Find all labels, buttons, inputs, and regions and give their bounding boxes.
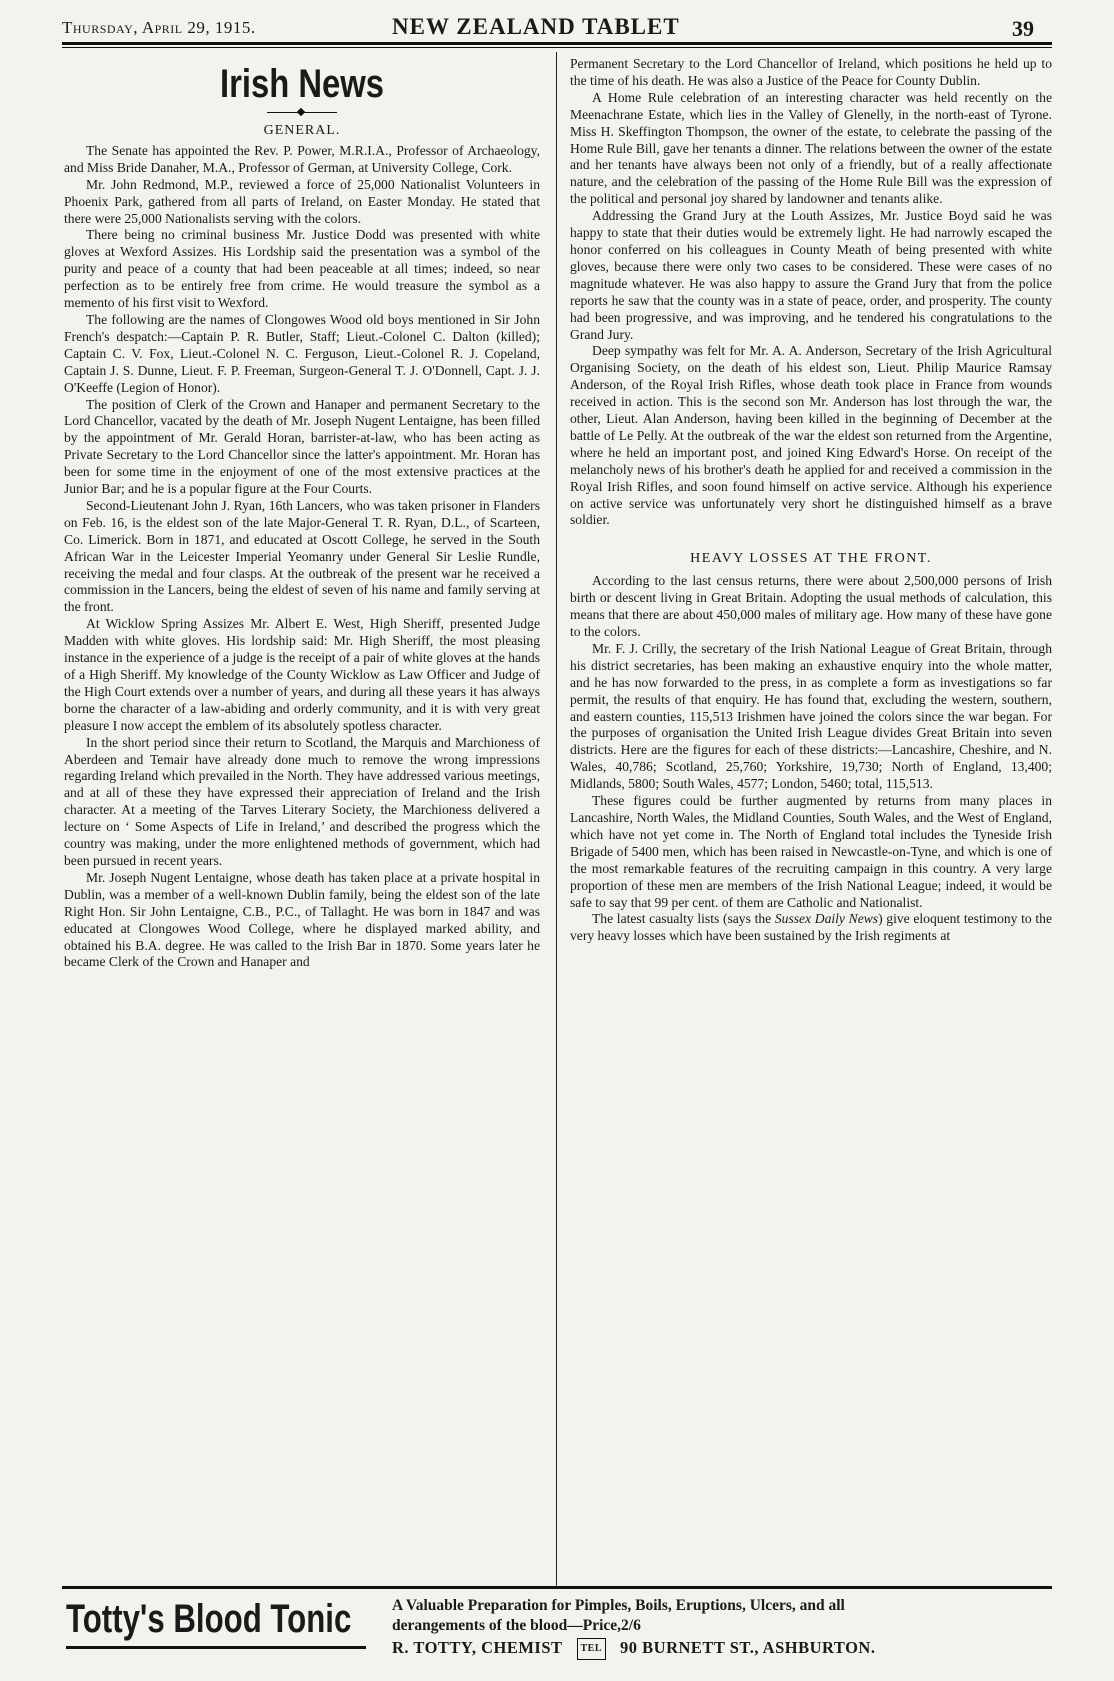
left-column <box>64 56 540 971</box>
issue-date: Thursday, April 29, 1915. <box>62 18 256 37</box>
article-paragraph: The position of Clerk of the Crown and Hanaper and permanent Secretary to the Lord Chancellor, vacated by the death of Mr. Joseph Nugent Lentaigne, has been filled by the appointment of Mr. Gerald Horan, barrister-at-law, who has been acting as Private Secretary to the Lord Chancellor since the latter's appointment. Mr. Horan has been for some time in the enjoyment of one of the most extensive practices at the Junior Bar; and he is a popular figure at the Four Courts. <box>64 396 540 497</box>
ad-chemist: R. TOTTY, CHEMIST <box>392 1638 563 1657</box>
article-paragraph: There being no criminal business Mr. Justice Dodd was presented with white gloves at Wexford Assizes. His Lordship said the presentation was a symbol of the purity and peace of a county that had been peaceable at all times; indeed, so near perfection as to be entirely free from crime. He would treasure the symbol as a memento of his first visit to Wexford. <box>64 227 540 311</box>
article-paragraph: At Wicklow Spring Assizes Mr. Albert E. West, High Sheriff, presented Judge Madden with white gloves. His lordship said: Mr. High Sheriff, the most pleasing instance in the experience of a judge is the receipt of a pair of white gloves at the hands of a High Sheriff. My knowledge of the County Wicklow as Law Officer and Judge of the High Court extends over a number of years, and during all these years it has always borne the character of a law-abiding and orderly community, and it is with very great pleasure I now accept the emblem of its absolutely spotless character. <box>64 616 540 733</box>
ad-line-2: derangements of the blood—Price,2/6 <box>392 1617 641 1634</box>
article-paragraph: Permanent Secretary to the Lord Chancellor of Ireland, which positions he held up to the time of his death. He was also a Justice of the Peace for County Dublin. <box>570 56 1052 88</box>
title-ornament <box>267 112 337 113</box>
subhead-general: GENERAL. <box>263 123 341 138</box>
article-paragraph: These figures could be further augmented by returns from many places in Lancashire, North Wales, the Midland Counties, South Wales, and the West of England, which have not yet come in. The North of England total includes the Tyneside Irish Brigade of 5400 men, which has been raised in Newcastle-on-Tyne, and which is one of the most remarkable features of the recruiting campaign in this country. A very large proportion of these men are members of the Irish National League; indeed, it would be safe to say that 99 per cent. of them are Catholic and Nationalist. <box>570 793 1052 910</box>
article-paragraph: Deep sympathy was felt for Mr. A. A. Anderson, Secretary of the Irish Agricultural Organising Society, on the death of his eldest son, Lieut. Philip Maurice Ramsay Anderson, of the Royal Irish Rifles, whose death took place in France from wounds received in action. This is the second son Mr. Anderson has lost through the war, the other, Lieut. Alan Anderson, having been killed in the beginning of December at the battle of Le Pelly. At the outbreak of the war the eldest son returned from the Argentine, where he held an important post, and joined King Edward's Horse. On receipt of the melancholy news of his brother's death he applied for and received a commission in the Royal Irish Rifles, and soon found himself on active service. Although his experience on active service was unfortunately very short he distinguished himself as a brave soldier. <box>570 343 1052 528</box>
telephone-icon: TEL <box>577 1638 607 1660</box>
ad-text <box>392 1596 1052 1660</box>
text-run: The latest casualty lists (says the <box>592 911 775 927</box>
article-paragraph: The following are the names of Clongowes Wood old boys mentioned in Sir John French's despatch:—Captain P. R. Butler, Staff; Lieut.-Colonel C. Dalton (killed); Captain C. V. Fox, Lieut.-Colonel N. C. Ferguson, Lieut.-Colonel R. J. Copeland, Captain J. S. Dunne, Lieut. F. P. Freeman, Surgeon-General T. J. O'Donnell, Capt. J. J. O'Keeffe (Legion of Honor). <box>64 311 540 395</box>
article-paragraph: Addressing the Grand Jury at the Louth Assizes, Mr. Justice Boyd said he was happy to state that their duties would be extremely light. He had narrowly escaped the honor conferred on his colleagues in County Meath of being presented with white gloves, because there were only two cases to be considered. These were cases of no magnitude whatever. He was also happy to assure the Grand Jury that from the police reports he saw that the county was in a state of peace, order, and prosperity. The county had been progressive, and was improving, and he tendered his congratulations to the Grand Jury. <box>570 208 1052 342</box>
article-paragraph: According to the last census returns, there were about 2,500,000 persons of Irish birth or descent living in Great Britain. Adopting the usual methods of calculation, this means that there are about 450,000 males of military age. How many of these have gone to the colors. <box>570 573 1052 639</box>
article-paragraph: The Senate has appointed the Rev. P. Power, M.R.I.A., Professor of Archaeology, and Miss Bride Danaher, M.A., Professor of German, at University College, Cork. <box>64 142 540 175</box>
page-number: 39 <box>1012 16 1034 41</box>
text-run: ) give eloquent testimony to the very heavy losses which have been sustained by the Irish regiments at <box>570 911 1052 944</box>
ad-title-underline <box>66 1646 366 1649</box>
article-paragraph-last <box>570 911 1052 945</box>
header-rule <box>62 42 1052 45</box>
footer-rule <box>62 1586 1052 1589</box>
column-divider <box>556 52 557 1587</box>
article-paragraph: Mr. F. J. Crilly, the secretary of the Irish National League of Great Britain, through his district secretaries, has been making an exhaustive enquiry into the whole matter, and he has now forwarded to the press, in as complete a form as investigations so far permit, the results of that enquiry. He has found that, excluding the western, southern, and eastern counties, 115,513 Irishmen have joined the colors since the war began. For the purposes of organisation the United Irish League divides Great Britain into seven districts. Here are the figures for each of these districts:—Lancashire, Cheshire, and N. Wales, 40,786; Scotland, 25,760; Yorkshire, 19,730; North of England, 13,400; Midlands, 5800; South Wales, 4577; London, 5460; total, 115,513. <box>570 640 1052 792</box>
ad-title: Totty's Blood Tonic <box>66 1597 352 1641</box>
ad-line-1: A Valuable Preparation for Pimples, Boils, Eruptions, Ulcers, and all <box>392 1597 845 1614</box>
advertisement <box>62 1594 1052 1674</box>
article-paragraph: Mr. John Redmond, M.P., reviewed a force of 25,000 Nationalist Volunteers in Phoenix Park, gathered from all parts of Ireland, on Easter Monday. He stated that there were 25,000 Nationalists serving with the colors. <box>64 176 540 226</box>
article-paragraph: A Home Rule celebration of an interesting character was held recently on the Meenachrane Estate, which lies in the Valley of Glenelly, in the north-east of Tyrone. Miss H. Skeffington Thompson, the owner of the estate, to celebrate the passing of the Home Rule Bill, gave her tenants a dinner. The relations between the owner of the estate and her tenants have always been not only of a friendly, but of a really affectionate nature, and the celebration of the passing of the Home Rule Bill was the expression of the political and personal joy shared by landowner and tenants alike. <box>570 89 1052 207</box>
right-column <box>570 56 1052 945</box>
article-paragraph: Second-Lieutenant John J. Ryan, 16th Lancers, who was taken prisoner in Flanders on Feb. 16, is the eldest son of the late Major-General T. R. Ryan, D.L., of Scarteen, Co. Limerick. Born in 1871, and educated at Oscott College, he served in the South African War in the Leicester Imperial Yeomanry under General Sir Leslie Rundle, receiving the medal and four clasps. At the outbreak of the present war he received a commission in the Lancers, being the eldest of seven of his name and family serving at the front. <box>64 497 540 615</box>
masthead: NEW ZEALAND TABLET <box>392 14 680 39</box>
ad-line-3 <box>392 1638 1052 1660</box>
article-paragraph: Mr. Joseph Nugent Lentaigne, whose death has taken place at a private hospital in Dublin, was a member of a well-known Dublin family, being the eldest son of the late Right Hon. Sir John Lentaigne, C.B., P.C., of Tallaght. He was born in 1847 and was educated at Clongowes Wood College, where he displayed marked ability, and obtained his B.A. degree. He was called to the Irish Bar in 1870. Some years later he became Clerk of the Crown and Hanaper and <box>64 869 540 970</box>
ad-address: 90 BURNETT ST., ASHBURTON. <box>620 1638 876 1657</box>
article-paragraph: In the short period since their return to Scotland, the Marquis and Marchioness of Aberdeen and Temair have already done much to remove the wrong impressions regarding Ireland which prevailed in the North. They have addressed various meetings, and at all of these they have expressed their appreciation of Ireland and the Irish character. At a meeting of the Tarves Literary Society, the Marchioness delivered a lecture on ‘ Some Aspects of Life in Ireland,’ and described the progress which the country was making, under the more enlightened methods of government, which had been pursued in recent years. <box>64 734 540 868</box>
page-header <box>62 14 1052 42</box>
section-title: Irish News <box>219 62 385 106</box>
newspaper-name: Sussex Daily News <box>774 911 879 927</box>
header-rule-thin <box>62 47 1052 48</box>
subhead-heavy-losses: HEAVY LOSSES AT THE FRONT. <box>690 551 932 567</box>
